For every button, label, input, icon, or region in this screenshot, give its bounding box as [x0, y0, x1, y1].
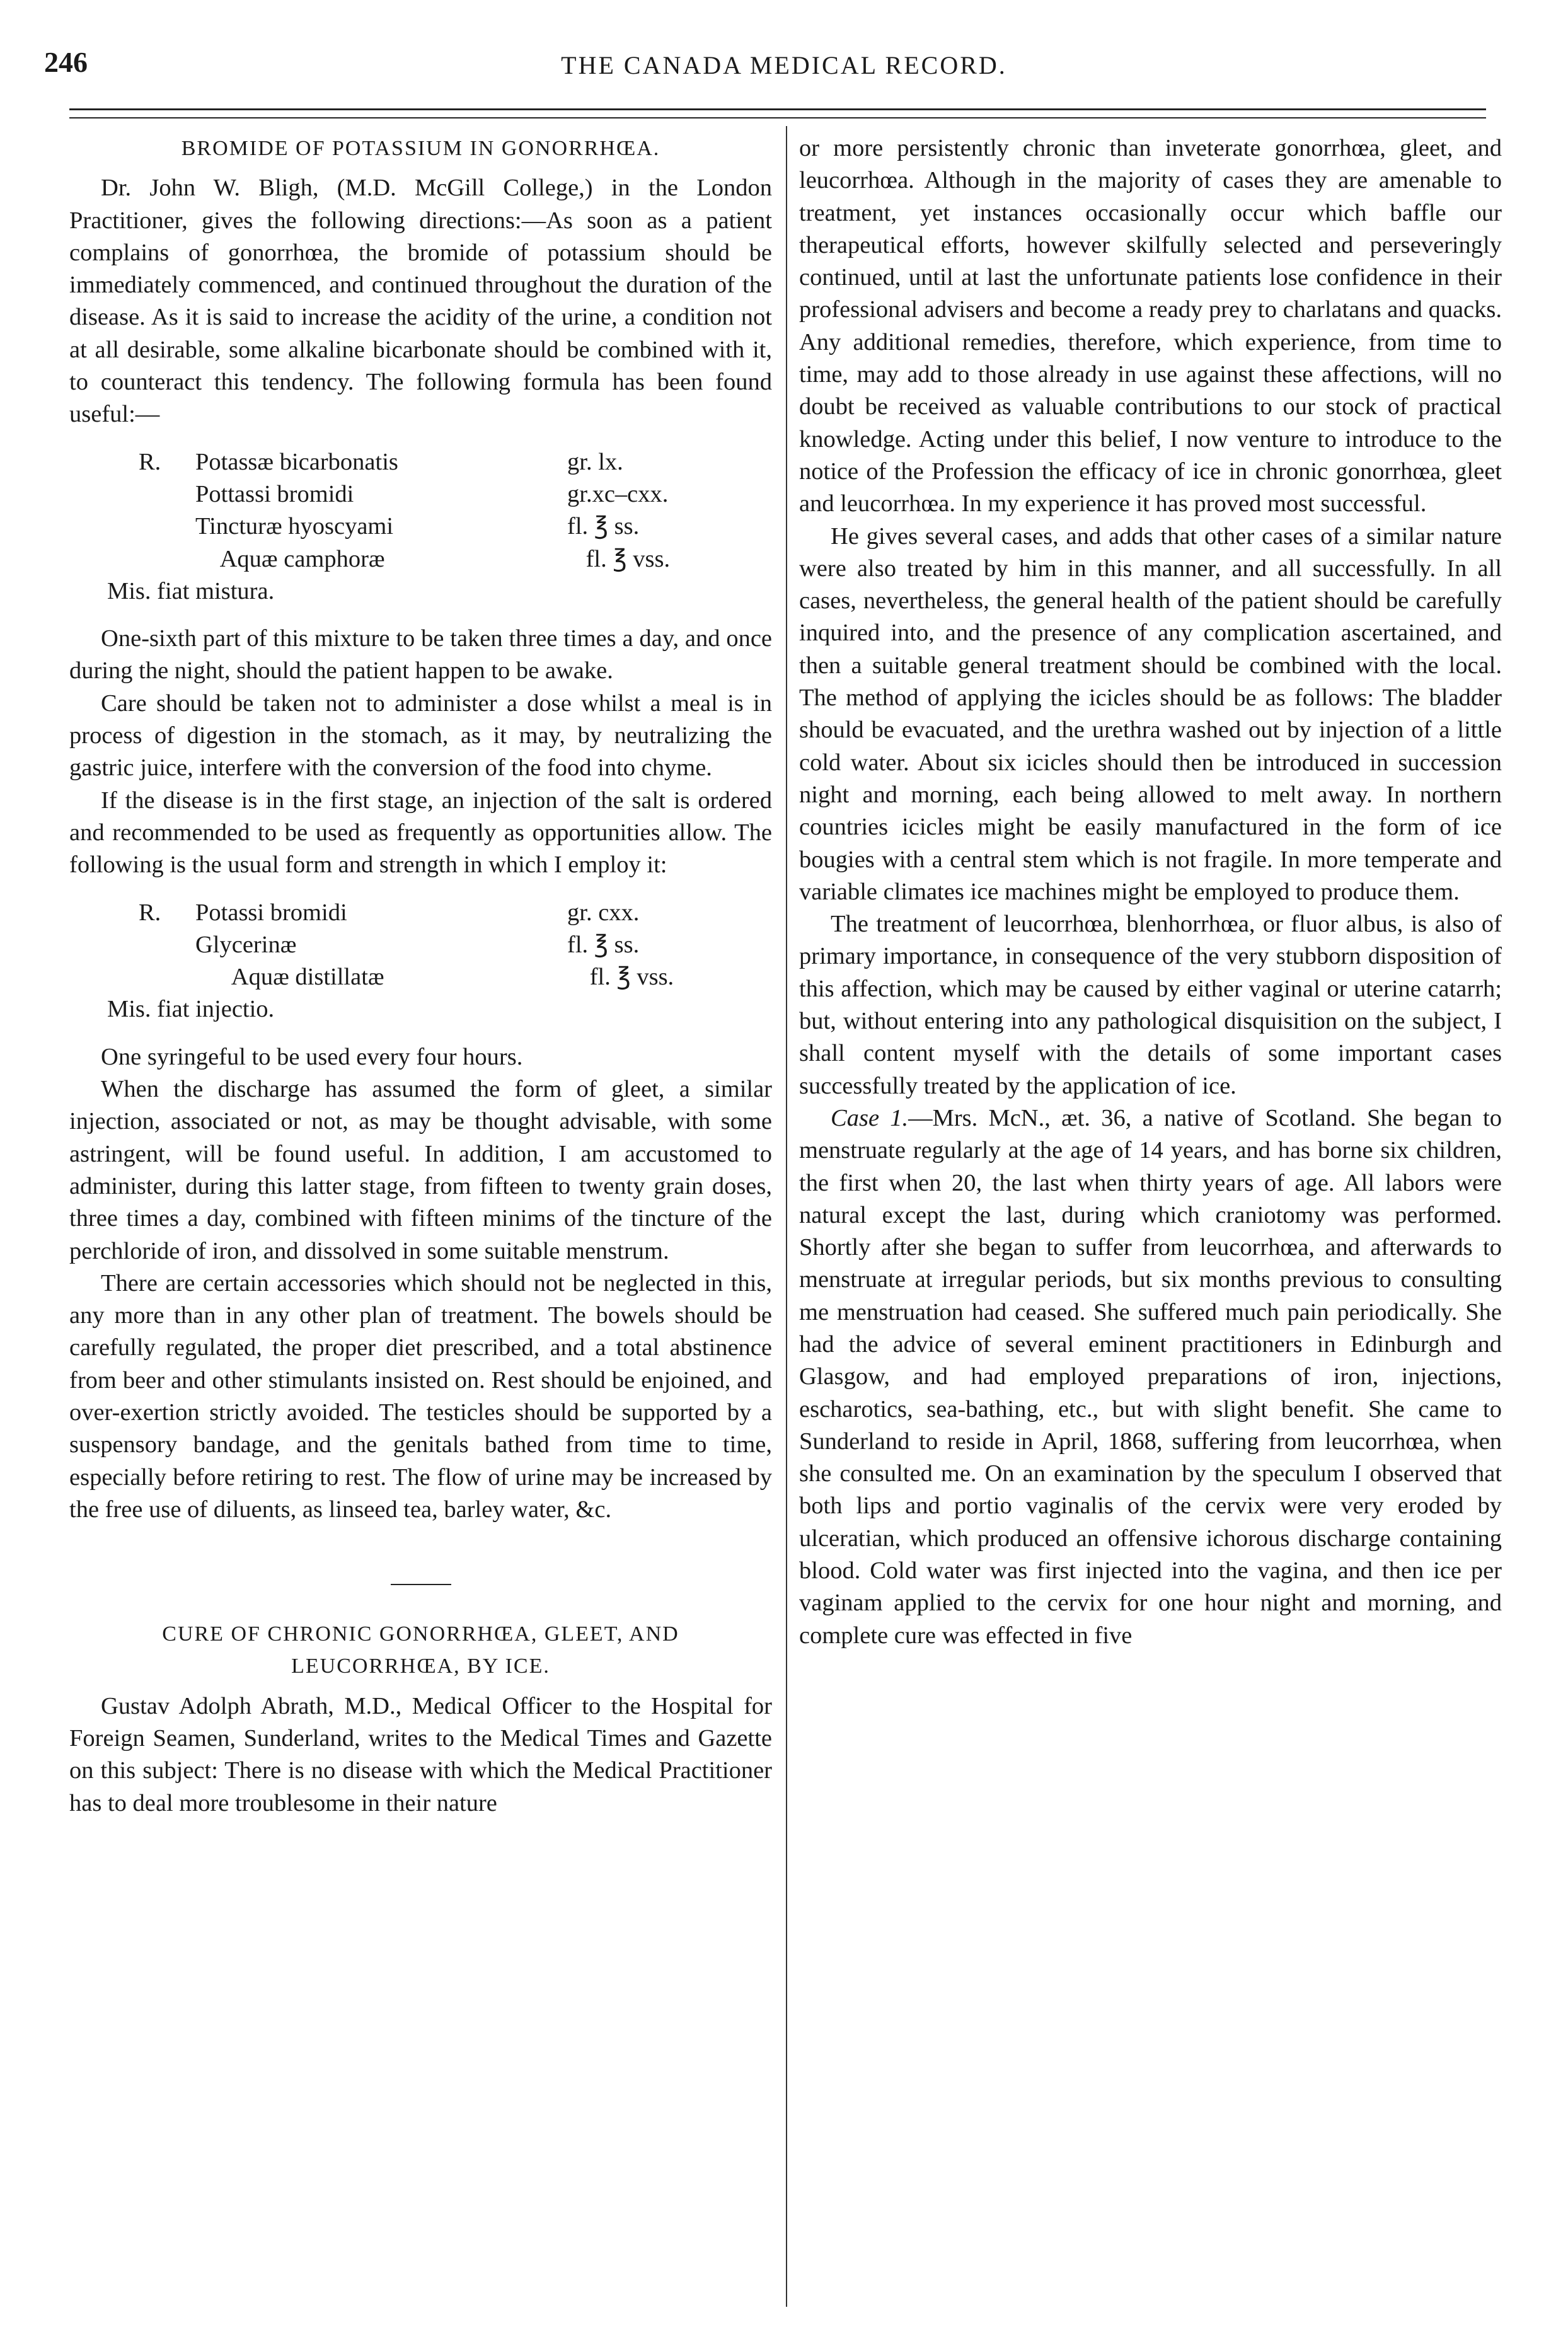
formula-drug: Tincturæ hyoscyami — [195, 513, 394, 540]
article2-title — [69, 1618, 772, 1683]
recipe-symbol: R. — [139, 448, 161, 475]
formula-closing: Mis. fiat injectio. — [107, 996, 275, 1023]
recipe-symbol: R. — [139, 899, 161, 926]
formula-closing: Mis. fiat mistura. — [107, 577, 275, 604]
formula-drug: Pottassi bromidi — [195, 480, 354, 507]
formula-amount: gr.xc–cxx. — [567, 480, 669, 507]
case-text: —Mrs. McN., æt. 36, a native of Scotland. She began to menstruate regularly at the age of 14 years, and has borne six children, the first when 20, the last when thirty years of age. All labors were natural except the last, during which craniotomy was performed. Shortly after she began to suffer from leucorrhœa, and afterwards to menstruate at irregular periods, but six months previous to consulting me menstruation had ceased. She suffered much pain periodically. She had the advice of several eminent practitioners in Edinburgh and Glasgow, and had employed preparations of iron, injections, escharotics, sea-bathing, etc., but with slight benefit. She came to Sunderland to reside in April, 1868, suffering from leucorrhœa, when she consulted me. On an examination by the speculum I observed that both lips and portio vaginalis of the cervix were very eroded by ulceratian, which produced an offensive ichorous discharge containing blood. Cold water was first injected into the vagina, and then ice per vaginam applied to the cervix for one hour night and morning, and complete cure was effected in five — [799, 1104, 1502, 1649]
page-number: 246 — [44, 46, 88, 78]
header-rule-lower — [69, 117, 1486, 118]
right-column — [799, 132, 1502, 1652]
formula-row — [69, 929, 772, 961]
article2-paragraph: He gives several cases, and adds that other cases of a similar nature were also treated by him in this manner, and all successfully. In all cases, nevertheless, the general health of the patient should be carefully inquired into, and the presence of any complication ascertained, and then a suitable general treatment should be combined with the local. The method of applying the icicles should be as follows: The bladder should be evacuated, and the urethra washed out by injection of a little cold water. About six icicles should then be introduced in succession night and morning, each being allowed to melt away. In northern countries icicles might be easily manufactured in the form of ice bougies with a central stem which is not fragile. In more temperate and variable climates ice machines might be employed to produce them. — [799, 522, 1502, 905]
formula-amount: fl. ℥ vss. — [585, 545, 671, 572]
formula-row — [69, 478, 772, 511]
formula-row — [69, 511, 772, 543]
article1-paragraph: Care should be taken not to administer a dose whilst a meal is in process of digestion in the stomach, as it may, by neutralizing the gastric juice, interfere with the conversion of the food into chyme. — [69, 690, 772, 782]
formula-amount: gr. lx. — [567, 448, 623, 475]
formula-amount: fl. ℥ ss. — [567, 513, 640, 540]
article2-title-line2: LEUCORRHŒA, BY ICE. — [291, 1654, 550, 1678]
header-rule — [69, 108, 1486, 110]
formula-amount: fl. ℥ ss. — [567, 931, 640, 958]
formula-drug: Potassi bromidi — [195, 899, 347, 926]
article1-paragraph: If the disease is in the first stage, an injection of the salt is ordered and recommended to be used as frequently as opportunities allow. The following is the usual form and strength in which I employ it: — [69, 787, 772, 879]
article1-paragraph: One syringeful to be used every four hours. — [101, 1043, 523, 1070]
article2-intro: Gustav Adolph Abrath, M.D., Medical Officer to the Hospital for Foreign Seamen, Sunderland, writes to the Medical Times and Gazette on this subject: There is no disease with which the Medical Practitioner has to deal more troublesome in their nature — [69, 1692, 772, 1816]
article1-title: BROMIDE OF POTASSIUM IN GONORRHŒA. — [181, 137, 660, 160]
formula-injection — [69, 897, 772, 1026]
formula-amount: gr. cxx. — [567, 899, 640, 926]
formula-amount: fl. ℥ vss. — [589, 964, 674, 991]
formula-mixture — [69, 446, 772, 608]
formula-drug: Aquæ camphoræ — [219, 545, 385, 572]
section-separator — [391, 1584, 451, 1585]
formula-drug: Potassæ bicarbonatis — [195, 448, 398, 475]
formula-row — [69, 446, 772, 478]
article1-paragraph: One-sixth part of this mixture to be taken three times a day, and once during the night, should the patient happen to be awake. — [69, 625, 772, 684]
case-label: Case 1. — [831, 1104, 909, 1131]
formula-row — [69, 543, 772, 575]
article2-title-line1: CURE OF CHRONIC GONORRHŒA, GLEET, AND — [162, 1622, 679, 1646]
running-title: THE CANADA MEDICAL RECORD. — [561, 51, 1007, 79]
article2-continuation: or more persistently chronic than inveterate gonorrhœa, gleet, and leucorrhœa. Although in the majority of cases they are amenable to treatment, yet instances occasionally occur which baffle our therapeutical efforts, however skilfully selected and perseveringly continued, until at last the unfortunate patients lose confidence in their professional advisers and become a ready prey to charlatans and quacks. Any additional remedies, therefore, which experience, from time to time, may add to those already in use against these affections, will no doubt be received as valuable contributions to our stock of practical knowledge. Acting under this belief, I now venture to introduce to the notice of the Profession the efficacy of ice in chronic gonorrhœa, gleet and leucorrhœa. In my experience it has proved most successful. — [799, 135, 1502, 517]
formula-row — [69, 961, 772, 993]
column-divider — [786, 126, 787, 2307]
article2-paragraph: The treatment of leucorrhœa, blenhorrhœa, or fluor albus, is also of primary importance, in consequence of the very stubborn disposition of this affection, which may be caused by either vaginal or uterine catarrh; but, without entering into any pathological disquisition on the subject, I shall content myself with the details of some important cases successfully treated by the application of ice. — [799, 911, 1502, 1099]
article1-paragraph: There are certain accessories which should not be neglected in this, any more than in any other plan of treatment. The bowels should be carefully regulated, the proper diet prescribed, and a total abstinence from beer and other stimulants insisted on. Rest should be enjoined, and over-exertion strictly avoided. The testicles should be supported by a suspensory bandage, and the genitals bathed from time to time, especially before retiring to rest. The flow of urine may be increased by the free use of diluents, as linseed tea, barley water, &c. — [69, 1269, 772, 1523]
formula-row — [69, 897, 772, 929]
left-column — [69, 132, 772, 1820]
article1-paragraph: When the discharge has assumed the form of gleet, a similar injection, associated or not, as may be thought advisable, with some astringent, will be found useful. In addition, I am accustomed to administer, during this latter stage, from fifteen to twenty grain doses, three times a day, combined with fifteen minims of the tincture of the perchloride of iron, and dissolved in some suitable menstrum. — [69, 1076, 772, 1264]
formula-drug: Aquæ distillatæ — [231, 964, 384, 991]
formula-drug: Glycerinæ — [195, 931, 297, 958]
article1-intro: Dr. John W. Bligh, (M.D. McGill College,) in the London Practitioner, gives the following directions:—As soon as a patient complains of gonorrhœa, the bromide of potassium should be immediately commenced, and continued throughout the duration of the disease. As it is said to increase the acidity of the urine, a condition not at all desirable, some alkaline bicarbonate should be combined with it, to counteract this tendency. The following formula has been found useful:— — [69, 175, 772, 428]
case-paragraph — [799, 1102, 1502, 1652]
